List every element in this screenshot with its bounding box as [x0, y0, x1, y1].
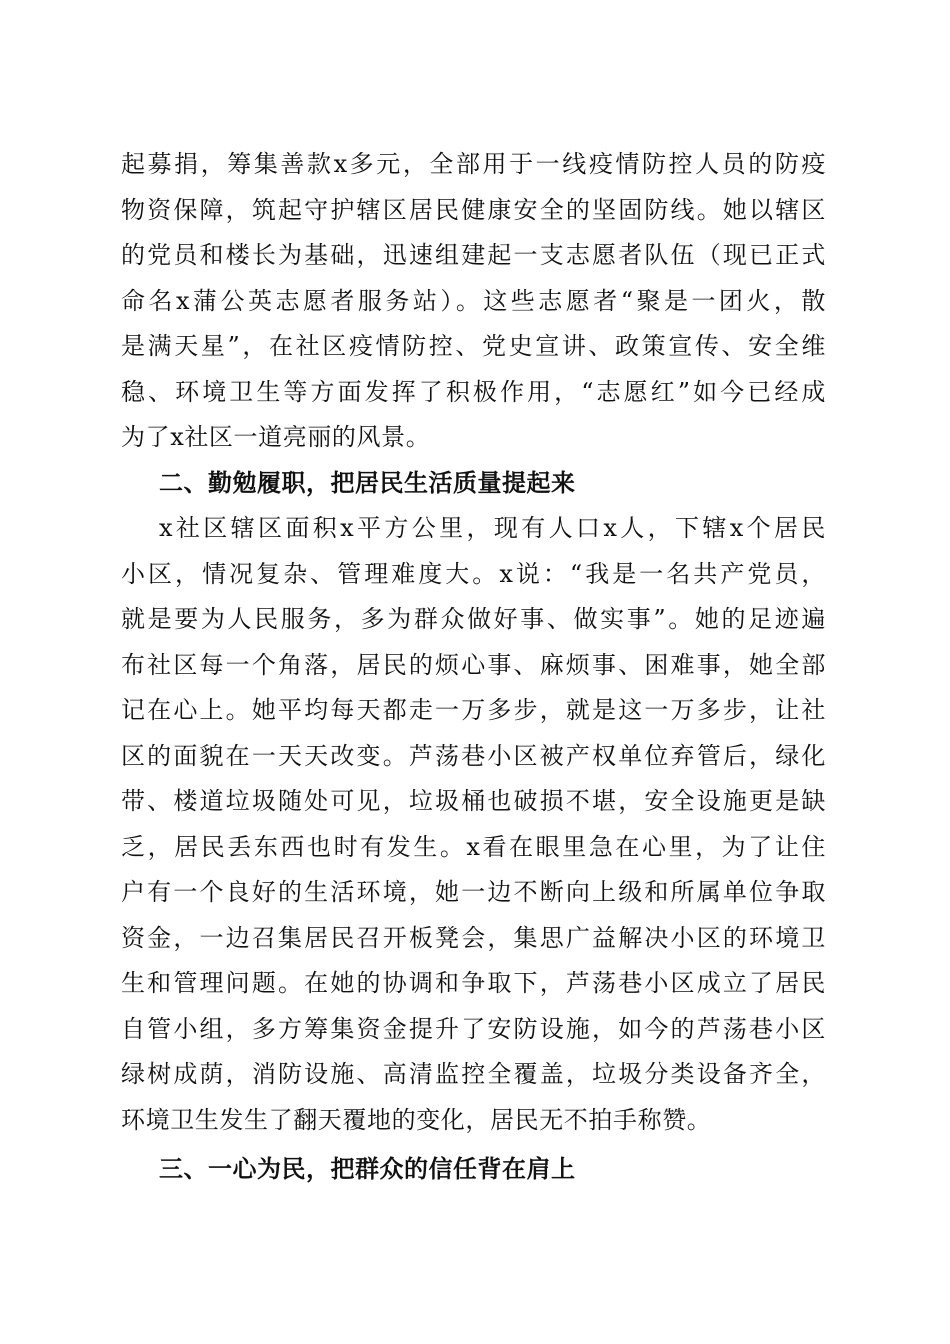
text-line: 生和管理问题。在她的协调和争取下，芦荡巷小区成立了居民 — [121, 969, 826, 997]
section-heading-3: 三、一心为民，把群众的信任背在肩上 — [159, 1155, 576, 1183]
section-heading-2: 二、勤勉履职，把居民生活质量提起来 — [159, 468, 576, 497]
text-line: 记在心上。她平均每天都走一万多步，就是这一万多步，让社 — [121, 696, 826, 724]
document-body — [121, 142, 826, 1193]
text-line: 绿树成荫，消防设施、高清监控全覆盖，垃圾分类设备齐全， — [121, 1060, 826, 1088]
text-line: 起募捐，筹集善款x多元，全部用于一线疫情防控人员的防疫 — [121, 150, 826, 178]
text-line: 是满天星”，在社区疫情防控、党史宣讲、政策宣传、安全维 — [121, 332, 826, 360]
text-line: 命名x蒲公英志愿者服务站）。这些志愿者“聚是一团火，散 — [121, 286, 826, 315]
text-line: 为了x社区一道亮丽的风景。 — [121, 423, 431, 451]
text-line: 就是要为人民服务，多为群众做好事、做实事”。她的足迹遍 — [121, 605, 826, 633]
text-line: 乏，居民丢东西也时有发生。x看在眼里急在心里，为了让住 — [121, 832, 826, 861]
text-line: 稳、环境卫生等方面发挥了积极作用，“志愿红”如今已经成 — [121, 377, 826, 406]
text-line: 的党员和楼长为基础，迅速组建起一支志愿者队伍（现已正式 — [121, 241, 826, 269]
paragraph-2 — [121, 506, 826, 1143]
text-line: 物资保障，筑起守护辖区居民健康安全的坚固防线。她以辖区 — [121, 195, 826, 224]
text-line: 布社区每一个角落，居民的烦心事、麻烦事、困难事，她全部 — [121, 650, 826, 679]
text-line: 自管小组，多方筹集资金提升了安防设施，如今的芦荡巷小区 — [121, 1014, 826, 1043]
text-line: 小区，情况复杂、管理难度大。x说：“我是一名共产党员， — [121, 559, 826, 588]
text-line: x社区辖区面积x平方公里，现有人口x人，下辖x个居民 — [159, 514, 826, 542]
text-line: 环境卫生发生了翻天覆地的变化，居民无不拍手称赞。 — [121, 1105, 712, 1134]
text-line: 资金，一边召集居民召开板凳会，集思广益解决小区的环境卫 — [121, 923, 826, 952]
text-line: 带、楼道垃圾随处可见，垃圾桶也破损不堪，安全设施更是缺 — [121, 787, 826, 815]
text-line: 区的面貌在一天天改变。芦荡巷小区被产权单位弃管后，绿化 — [121, 741, 826, 770]
text-line: 户有一个良好的生活环境，她一边不断向上级和所属单位争取 — [121, 878, 826, 906]
paragraph-1 — [121, 142, 826, 461]
